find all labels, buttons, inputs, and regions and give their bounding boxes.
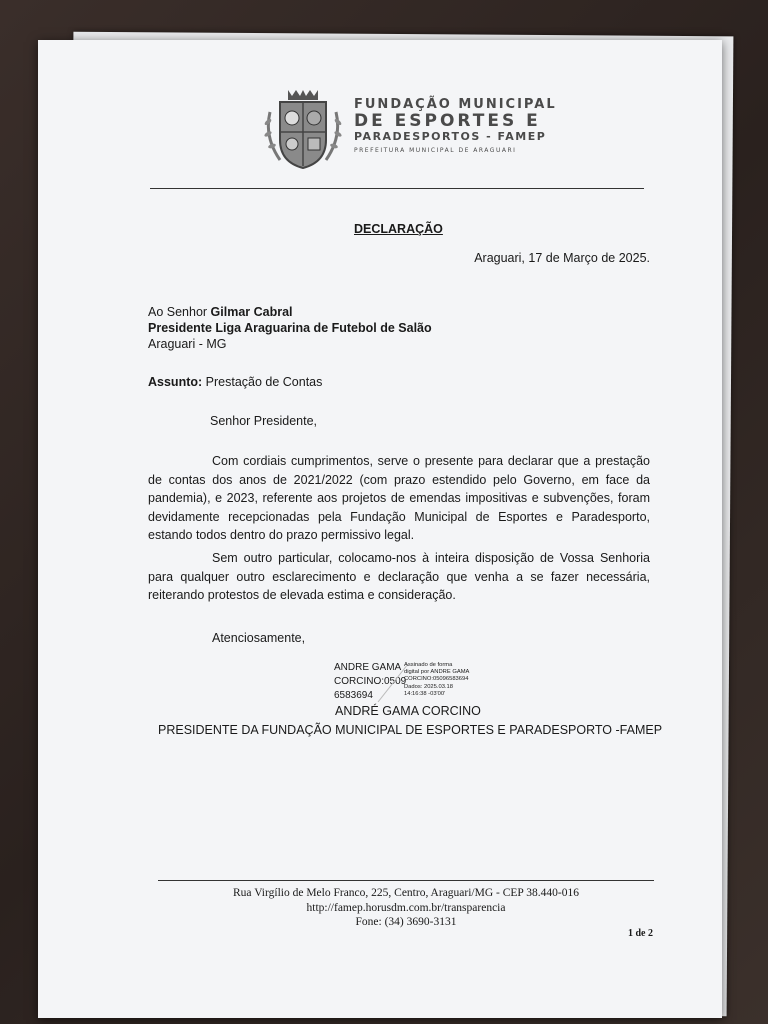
document-title: DECLARAÇÃO	[354, 222, 443, 236]
document-page	[38, 40, 722, 1018]
digital-signature-stamp	[404, 662, 469, 698]
paragraph-1-text: Com cordiais cumprimentos, serve o presente para declarar que a prestação de contas dos anos de 2021/2022 (com prazo estendido pelo Governo, em face da pandemia), e 2023, referente aos projetos de emendas impositivas e subvenções, foram devidamente recepcionadas pela Fundação Municipal de Esportes e Paradesporto, estando todos dentro do prazo permissivo legal.	[148, 454, 650, 542]
recipient-block	[148, 304, 432, 352]
footer-address: Rua Virgílio de Melo Franco, 225, Centro, Araguari/MG - CEP 38.440-016	[233, 887, 579, 899]
signer-title: PRESIDENTE DA FUNDAÇÃO MUNICIPAL DE ESPORTES E PARADESPORTO -FAMEP	[158, 723, 663, 737]
document-date: Araguari, 17 de Março de 2025.	[474, 251, 650, 265]
header-divider	[150, 188, 644, 189]
coat-of-arms-logo	[258, 82, 348, 172]
footer	[158, 886, 654, 930]
footer-divider	[158, 880, 654, 881]
subject-text: Prestação de Contas	[202, 375, 323, 389]
stamp-line-3: CORCINO:05096583694	[404, 676, 469, 683]
recipient-prefix: Ao Senhor	[148, 305, 211, 319]
salutation: Senhor Presidente,	[210, 414, 318, 428]
org-line-1: FUNDAÇÃO MUNICIPAL	[354, 97, 557, 112]
subject-line	[148, 375, 322, 389]
paragraph-2-text: Sem outro particular, colocamo-nos à inteira disposição de Vossa Senhoria para qualquer outro esclarecimento e declaração que venha a se fazer necessária, reiterando protestos de elevada estima e consideração.	[148, 551, 650, 602]
sig-name-line-1: ANDRE GAMA	[334, 662, 402, 673]
footer-phone: Fone: (34) 3690-3131	[355, 916, 457, 928]
org-line-2: DE ESPORTES E	[354, 111, 541, 131]
organization-name	[354, 98, 557, 156]
stamp-line-1: Assinado de forma	[404, 662, 453, 668]
recipient-name: Gilmar Cabral	[210, 305, 293, 319]
paragraph-2	[148, 549, 650, 605]
stamp-line-2: digital por ANDRE GAMA	[404, 669, 470, 676]
sig-name-line-2: CORCINO:0509	[334, 676, 407, 687]
signer-name: ANDRÉ GAMA CORCINO	[335, 704, 481, 718]
recipient-role: Presidente Liga Araguarina de Futebol de Salão	[148, 321, 432, 335]
stamp-line-4: Dados: 2025.03.18	[404, 683, 453, 690]
page-number: 1 de 2	[628, 928, 653, 939]
sig-name-line-3: 6583694	[334, 690, 373, 701]
stamp-line-5: 14:16:38 -03'00'	[404, 690, 446, 697]
org-line-4: PREFEITURA MUNICIPAL DE ARAGUARI	[354, 147, 517, 154]
footer-url: http://famep.horusdm.com.br/transparencia	[306, 901, 506, 914]
closing: Atenciosamente,	[212, 631, 306, 645]
paragraph-1	[148, 452, 650, 545]
org-line-3: PARADESPORTOS - FAMEP	[354, 130, 547, 143]
subject-label: Assunto:	[148, 375, 203, 389]
recipient-city: Araguari - MG	[148, 337, 227, 351]
